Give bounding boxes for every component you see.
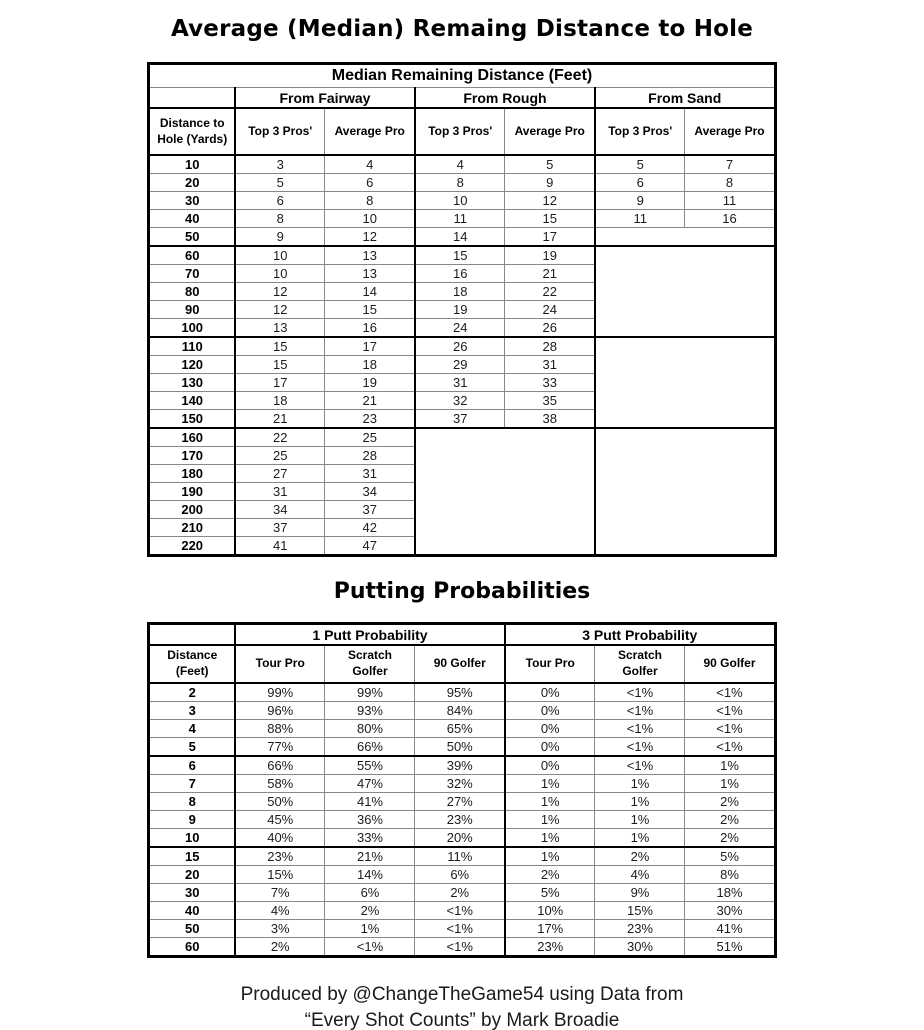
table-row — [149, 847, 775, 866]
row-header-cell: 70 — [149, 265, 235, 283]
value-cell: 23% — [415, 811, 505, 829]
putting-probabilities-table — [147, 622, 776, 958]
value-cell: 1% — [595, 793, 685, 811]
value-cell: 99% — [325, 683, 415, 702]
value-cell: <1% — [685, 702, 775, 720]
table-row — [149, 793, 775, 811]
table-title-row — [149, 64, 775, 88]
table-row — [149, 866, 775, 884]
value-cell: 12 — [325, 228, 415, 247]
value-cell: 36% — [325, 811, 415, 829]
value-cell: 1% — [595, 811, 685, 829]
value-cell: 3 — [235, 155, 325, 174]
value-cell: 30% — [595, 938, 685, 957]
value-cell: <1% — [415, 902, 505, 920]
value-cell: 20% — [415, 829, 505, 848]
value-cell: 25 — [325, 428, 415, 447]
row-header-cell: 30 — [149, 192, 235, 210]
value-cell: 24 — [415, 319, 505, 338]
value-cell: <1% — [685, 683, 775, 702]
value-cell: 30% — [685, 902, 775, 920]
value-cell: 1% — [505, 811, 595, 829]
table-row — [149, 829, 775, 848]
attribution — [0, 982, 924, 1030]
value-cell: 10 — [325, 210, 415, 228]
subheader-1putt-scratch: Scratch Golfer — [325, 645, 415, 683]
row-header-label: Distance to Hole (Yards) — [149, 108, 235, 155]
value-cell: 13 — [325, 265, 415, 283]
value-cell: 1% — [505, 829, 595, 848]
value-cell: 34 — [325, 483, 415, 501]
value-cell: 41% — [325, 793, 415, 811]
value-cell: 21 — [325, 392, 415, 410]
value-cell: 4 — [325, 155, 415, 174]
value-cell: 16 — [415, 265, 505, 283]
row-header-cell: 90 — [149, 301, 235, 319]
value-cell: 2% — [685, 811, 775, 829]
value-cell: 10% — [505, 902, 595, 920]
value-cell: 77% — [235, 738, 325, 757]
row-header-cell: 9 — [149, 811, 235, 829]
group-header-row — [149, 624, 775, 646]
value-cell: 37 — [325, 501, 415, 519]
page-title: Average (Median) Remaing Distance to Hole — [170, 16, 754, 42]
value-cell: 5 — [235, 174, 325, 192]
value-cell: 6 — [595, 174, 685, 192]
value-cell: <1% — [685, 720, 775, 738]
value-cell: 2% — [685, 793, 775, 811]
corner-cell — [149, 624, 235, 646]
putting-table-body — [149, 683, 775, 957]
value-cell: 37 — [415, 410, 505, 429]
value-cell: 9 — [505, 174, 595, 192]
row-header-cell: 170 — [149, 447, 235, 465]
value-cell: 2% — [685, 829, 775, 848]
table-row — [149, 337, 775, 356]
value-cell: 1% — [595, 829, 685, 848]
value-cell: 13 — [235, 319, 325, 338]
value-cell: 32% — [415, 775, 505, 793]
row-header-cell: 50 — [149, 228, 235, 247]
value-cell: 7% — [235, 884, 325, 902]
value-cell: 37 — [235, 519, 325, 537]
value-cell: 5 — [505, 155, 595, 174]
value-cell: 15% — [595, 902, 685, 920]
group-header-rough: From Rough — [415, 88, 595, 109]
row-header-cell: 3 — [149, 702, 235, 720]
value-cell: <1% — [685, 738, 775, 757]
row-header-cell: 80 — [149, 283, 235, 301]
value-cell: 13 — [325, 246, 415, 265]
value-cell: 23% — [505, 938, 595, 957]
value-cell: 22 — [235, 428, 325, 447]
value-cell: 21% — [325, 847, 415, 866]
subheader-3putt-90golfer: 90 Golfer — [685, 645, 775, 683]
value-cell: 35 — [505, 392, 595, 410]
sub-header-row — [149, 108, 775, 155]
value-cell: 10 — [415, 192, 505, 210]
table-row — [149, 228, 775, 247]
value-cell: 10 — [235, 265, 325, 283]
corner-cell — [149, 88, 235, 109]
value-cell: <1% — [595, 683, 685, 702]
value-cell: 4% — [595, 866, 685, 884]
value-cell: 7 — [685, 155, 775, 174]
table-row — [149, 192, 775, 210]
row-header-cell: 160 — [149, 428, 235, 447]
table-row — [149, 702, 775, 720]
value-cell: 24 — [505, 301, 595, 319]
value-cell: 31 — [415, 374, 505, 392]
value-cell: 18% — [685, 884, 775, 902]
empty-cell — [595, 428, 775, 556]
value-cell: 18 — [325, 356, 415, 374]
value-cell: 31 — [235, 483, 325, 501]
value-cell: 27 — [235, 465, 325, 483]
table-row — [149, 738, 775, 757]
table-row — [149, 756, 775, 775]
value-cell: 15 — [505, 210, 595, 228]
value-cell: 40% — [235, 829, 325, 848]
value-cell: 18 — [415, 283, 505, 301]
value-cell: 41% — [685, 920, 775, 938]
value-cell: 39% — [415, 756, 505, 775]
value-cell: 11% — [415, 847, 505, 866]
value-cell: 16 — [685, 210, 775, 228]
table-row — [149, 884, 775, 902]
value-cell: 3% — [235, 920, 325, 938]
value-cell: 14 — [415, 228, 505, 247]
row-header-cell: 40 — [149, 210, 235, 228]
value-cell: 23% — [595, 920, 685, 938]
value-cell: 19 — [325, 374, 415, 392]
empty-cell — [595, 228, 775, 247]
table-row — [149, 775, 775, 793]
row-header-cell: 200 — [149, 501, 235, 519]
table-row — [149, 246, 775, 265]
row-header-cell: 60 — [149, 246, 235, 265]
value-cell: 58% — [235, 775, 325, 793]
value-cell: 21 — [235, 410, 325, 429]
row-header-cell: 20 — [149, 174, 235, 192]
row-header-cell: 130 — [149, 374, 235, 392]
sub-header-row — [149, 645, 775, 683]
value-cell: 51% — [685, 938, 775, 957]
value-cell: 8 — [685, 174, 775, 192]
value-cell: 15 — [325, 301, 415, 319]
value-cell: <1% — [415, 920, 505, 938]
value-cell: 50% — [235, 793, 325, 811]
value-cell: 26 — [505, 319, 595, 338]
value-cell: 12 — [235, 283, 325, 301]
value-cell: 5% — [505, 884, 595, 902]
empty-cell — [415, 428, 595, 556]
row-header-cell: 140 — [149, 392, 235, 410]
value-cell: 14 — [325, 283, 415, 301]
value-cell: 66% — [235, 756, 325, 775]
row-header-cell: 30 — [149, 884, 235, 902]
value-cell: 6 — [235, 192, 325, 210]
value-cell: 17% — [505, 920, 595, 938]
value-cell: <1% — [595, 738, 685, 757]
table-row — [149, 210, 775, 228]
value-cell: 23 — [325, 410, 415, 429]
value-cell: 55% — [325, 756, 415, 775]
subheader-rough-top3: Top 3 Pros' — [415, 108, 505, 155]
row-header-cell: 20 — [149, 866, 235, 884]
value-cell: 45% — [235, 811, 325, 829]
value-cell: 22 — [505, 283, 595, 301]
value-cell: 29 — [415, 356, 505, 374]
value-cell: 2% — [235, 938, 325, 957]
value-cell: 0% — [505, 720, 595, 738]
table-row — [149, 811, 775, 829]
value-cell: 33 — [505, 374, 595, 392]
value-cell: 1% — [595, 775, 685, 793]
value-cell: 2% — [505, 866, 595, 884]
value-cell: 15 — [235, 356, 325, 374]
value-cell: 99% — [235, 683, 325, 702]
value-cell: 9 — [235, 228, 325, 247]
value-cell: 6% — [325, 884, 415, 902]
value-cell: 4% — [235, 902, 325, 920]
value-cell: 95% — [415, 683, 505, 702]
value-cell: 96% — [235, 702, 325, 720]
value-cell: 0% — [505, 702, 595, 720]
median-distance-table — [147, 62, 776, 557]
value-cell: 9 — [595, 192, 685, 210]
value-cell: 1% — [505, 847, 595, 866]
subheader-fairway-top3: Top 3 Pros' — [235, 108, 325, 155]
value-cell: 65% — [415, 720, 505, 738]
value-cell: 5 — [595, 155, 685, 174]
row-header-cell: 40 — [149, 902, 235, 920]
value-cell: 0% — [505, 738, 595, 757]
table-row — [149, 938, 775, 957]
value-cell: 0% — [505, 756, 595, 775]
value-cell: 11 — [415, 210, 505, 228]
value-cell: 33% — [325, 829, 415, 848]
value-cell: 25 — [235, 447, 325, 465]
row-header-cell: 4 — [149, 720, 235, 738]
value-cell: 0% — [505, 683, 595, 702]
value-cell: 8 — [235, 210, 325, 228]
value-cell: <1% — [595, 720, 685, 738]
subheader-3putt-scratch: Scratch Golfer — [595, 645, 685, 683]
subheader-1putt-tourpro: Tour Pro — [235, 645, 325, 683]
row-header-cell: 190 — [149, 483, 235, 501]
value-cell: 11 — [595, 210, 685, 228]
attribution-line2: “Every Shot Counts” by Mark Broadie — [304, 1009, 620, 1030]
row-header-cell: 5 — [149, 738, 235, 757]
value-cell: 47% — [325, 775, 415, 793]
table-row — [149, 920, 775, 938]
table-row — [149, 428, 775, 447]
value-cell: 42 — [325, 519, 415, 537]
subheader-sand-top3: Top 3 Pros' — [595, 108, 685, 155]
value-cell: 2% — [595, 847, 685, 866]
value-cell: 1% — [685, 775, 775, 793]
value-cell: 19 — [505, 246, 595, 265]
value-cell: 28 — [505, 337, 595, 356]
value-cell: 26 — [415, 337, 505, 356]
value-cell: 15 — [415, 246, 505, 265]
value-cell: 1% — [505, 775, 595, 793]
value-cell: 6 — [325, 174, 415, 192]
group-header-3putt: 3 Putt Probability — [505, 624, 775, 646]
subheader-rough-avg: Average Pro — [505, 108, 595, 155]
value-cell: 50% — [415, 738, 505, 757]
value-cell: 17 — [325, 337, 415, 356]
value-cell: 23% — [235, 847, 325, 866]
value-cell: 41 — [235, 537, 325, 556]
attribution-line1: Produced by @ChangeTheGame54 using Data from — [240, 984, 684, 1005]
value-cell: 9% — [595, 884, 685, 902]
value-cell: 11 — [685, 192, 775, 210]
distance-table-title: Median Remaining Distance (Feet) — [149, 64, 775, 88]
value-cell: 15% — [235, 866, 325, 884]
value-cell: 15 — [235, 337, 325, 356]
value-cell: 6% — [415, 866, 505, 884]
row-header-label: Distance (Feet) — [149, 645, 235, 683]
value-cell: 12 — [235, 301, 325, 319]
group-header-row — [149, 88, 775, 109]
row-header-cell: 100 — [149, 319, 235, 338]
value-cell: 17 — [505, 228, 595, 247]
value-cell: 2% — [325, 902, 415, 920]
group-header-sand: From Sand — [595, 88, 775, 109]
value-cell: 84% — [415, 702, 505, 720]
table-row — [149, 720, 775, 738]
value-cell: 1% — [505, 793, 595, 811]
table-row — [149, 683, 775, 702]
row-header-cell: 10 — [149, 155, 235, 174]
value-cell: 4 — [415, 155, 505, 174]
value-cell: 12 — [505, 192, 595, 210]
row-header-cell: 8 — [149, 793, 235, 811]
value-cell: 27% — [415, 793, 505, 811]
value-cell: 19 — [415, 301, 505, 319]
table-row — [149, 902, 775, 920]
value-cell: 34 — [235, 501, 325, 519]
value-cell: 47 — [325, 537, 415, 556]
row-header-cell: 220 — [149, 537, 235, 556]
row-header-cell: 6 — [149, 756, 235, 775]
row-header-cell: 120 — [149, 356, 235, 374]
value-cell: 88% — [235, 720, 325, 738]
value-cell: 1% — [325, 920, 415, 938]
value-cell: 8 — [415, 174, 505, 192]
row-header-cell: 10 — [149, 829, 235, 848]
row-header-cell: 7 — [149, 775, 235, 793]
value-cell: 1% — [685, 756, 775, 775]
table-row — [149, 155, 775, 174]
value-cell: 18 — [235, 392, 325, 410]
value-cell: 14% — [325, 866, 415, 884]
value-cell: <1% — [325, 938, 415, 957]
subheader-sand-avg: Average Pro — [685, 108, 775, 155]
value-cell: 16 — [325, 319, 415, 338]
value-cell: 8% — [685, 866, 775, 884]
empty-cell — [595, 246, 775, 337]
distance-table-body — [149, 155, 775, 556]
value-cell: <1% — [415, 938, 505, 957]
value-cell: 93% — [325, 702, 415, 720]
row-header-cell: 180 — [149, 465, 235, 483]
value-cell: 28 — [325, 447, 415, 465]
value-cell: 8 — [325, 192, 415, 210]
subheader-fairway-avg: Average Pro — [325, 108, 415, 155]
value-cell: 10 — [235, 246, 325, 265]
empty-cell — [595, 337, 775, 428]
value-cell: 17 — [235, 374, 325, 392]
row-header-cell: 2 — [149, 683, 235, 702]
subheader-1putt-90golfer: 90 Golfer — [415, 645, 505, 683]
group-header-1putt: 1 Putt Probability — [235, 624, 505, 646]
value-cell: 80% — [325, 720, 415, 738]
value-cell: 66% — [325, 738, 415, 757]
row-header-cell: 15 — [149, 847, 235, 866]
row-header-cell: 210 — [149, 519, 235, 537]
row-header-cell: 50 — [149, 920, 235, 938]
value-cell: 32 — [415, 392, 505, 410]
subheader-3putt-tourpro: Tour Pro — [505, 645, 595, 683]
group-header-fairway: From Fairway — [235, 88, 415, 109]
value-cell: 31 — [505, 356, 595, 374]
table-row — [149, 174, 775, 192]
value-cell: 5% — [685, 847, 775, 866]
value-cell: 38 — [505, 410, 595, 429]
row-header-cell: 150 — [149, 410, 235, 429]
value-cell: <1% — [595, 756, 685, 775]
value-cell: <1% — [595, 702, 685, 720]
value-cell: 31 — [325, 465, 415, 483]
value-cell: 2% — [415, 884, 505, 902]
putting-section-title: Putting Probabilities — [333, 579, 591, 604]
row-header-cell: 60 — [149, 938, 235, 957]
value-cell: 21 — [505, 265, 595, 283]
row-header-cell: 110 — [149, 337, 235, 356]
